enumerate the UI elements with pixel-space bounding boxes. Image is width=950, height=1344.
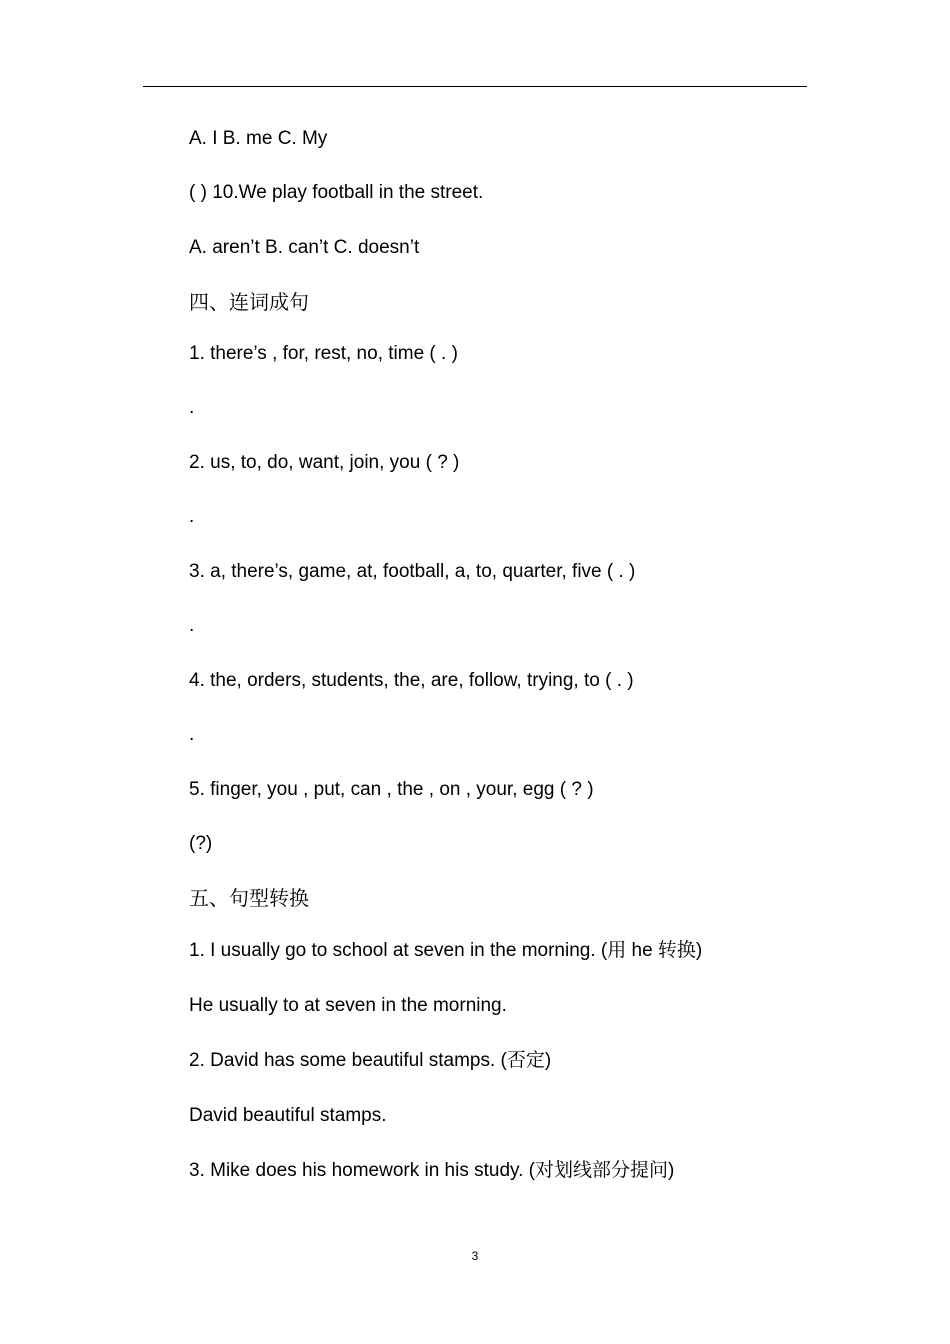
answer-blank-3: . bbox=[189, 615, 195, 636]
transform-answer-2: David beautiful stamps. bbox=[189, 1105, 387, 1126]
option-line-q10: A. aren’t B. can’t C. doesn’t bbox=[189, 237, 420, 258]
option-line-q9: A. I B. me C. My bbox=[189, 128, 328, 149]
reorder-question-5: 5. finger, you , put, can , the , on , your, egg ( ? ) bbox=[189, 779, 594, 800]
answer-blank-1: . bbox=[189, 397, 195, 418]
transform-question-1: 1. I usually go to school at seven in the morning. (用 he 转换) bbox=[189, 940, 703, 961]
reorder-question-1: 1. there’s , for, rest, no, time ( . ) bbox=[189, 343, 458, 364]
reorder-question-2: 2. us, to, do, want, join, you ( ? ) bbox=[189, 452, 460, 473]
answer-blank-4: . bbox=[189, 724, 195, 745]
header-rule bbox=[143, 86, 807, 87]
transform-question-3: 3. Mike does his homework in his study. (对划线部分提问) bbox=[189, 1160, 675, 1181]
transform-question-2: 2. David has some beautiful stamps. (否定) bbox=[189, 1050, 552, 1071]
transform-answer-1: He usually to at seven in the morning. bbox=[189, 995, 507, 1016]
reorder-question-4: 4. the, orders, students, the, are, follow, trying, to ( . ) bbox=[189, 670, 634, 691]
section-heading-4: 四、连词成句 bbox=[189, 290, 309, 314]
section-heading-5: 五、句型转换 bbox=[189, 886, 309, 910]
question-10: ( ) 10.We play football in the street. bbox=[189, 182, 484, 203]
page-number: 3 bbox=[471, 1249, 479, 1263]
answer-blank-5: (?) bbox=[189, 833, 213, 854]
answer-blank-2: . bbox=[189, 506, 195, 527]
reorder-question-3: 3. a, there’s, game, at, football, a, to, quarter, five ( . ) bbox=[189, 561, 636, 582]
